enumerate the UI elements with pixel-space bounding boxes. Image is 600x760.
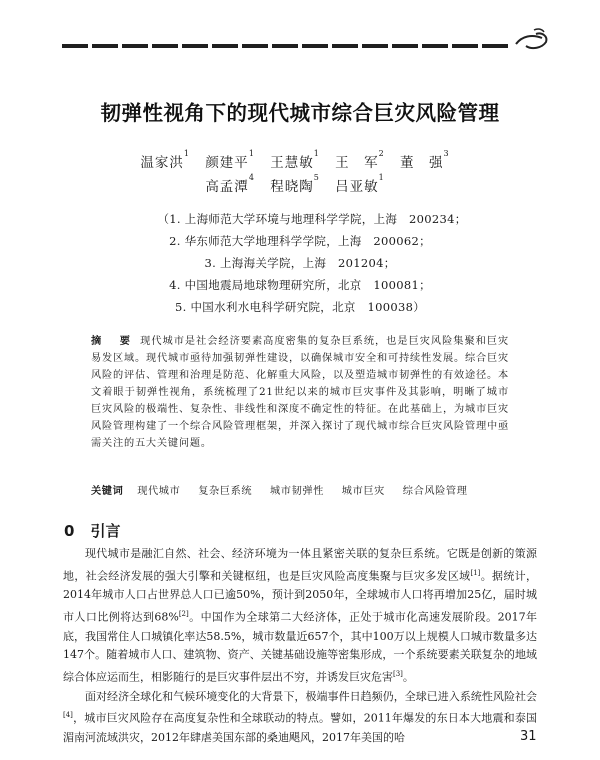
keyword: 复杂巨系统 (198, 486, 253, 497)
author: 王慧敏$^1$ (270, 149, 320, 171)
section-number: 0 (64, 522, 75, 540)
paragraph: 面对经济全球化和气候环境变化的大背景下，极端事件日趋频仍，全球已进入系统性风险社会[4]，城市巨灾风险存在高度复杂性和全球联动的特点。譬如，2011年爆发的东日本大地震和泰国湄南河流域洪灾，2012年肆虐美国东部的桑迪飓风，2017年美国的哈 (63, 689, 537, 744)
section-heading (64, 520, 120, 541)
affiliation: 5. 中国水利水电科学研究院，北京 100038） (174, 300, 426, 314)
section-title: 引言 (90, 522, 121, 540)
citation: [2] (178, 610, 189, 619)
author-line-1 (0, 151, 600, 171)
affiliation: 4. 中国地震局地球物理研究所，北京 100081； (169, 278, 431, 292)
keyword: 现代城市 (137, 486, 181, 497)
keyword: 城市巨灾 (341, 486, 385, 497)
keywords (91, 482, 521, 497)
body-text (63, 545, 537, 748)
author: 温家洪$^1$ (140, 149, 191, 171)
author: 王 军$^2$ (335, 149, 385, 171)
keywords-label: 关键词 (91, 485, 124, 497)
affiliation: （1. 上海师范大学环境与地理科学学院，上海 200234； (157, 212, 467, 226)
author-line-2 (0, 175, 600, 195)
keyword: 城市韧弹性 (270, 486, 324, 497)
author: 董 强$^3$ (399, 149, 450, 171)
citation: [3] (393, 670, 403, 679)
affiliation: 3. 上海海关学院，上海 201204； (204, 256, 396, 270)
citation: [4] (63, 711, 73, 720)
swirl-logo-icon (512, 26, 550, 54)
paper-title: 韧弹性视角下的现代城市综合巨灾风险管理 (100, 101, 500, 125)
page-number: 31 (520, 729, 537, 744)
author: 程晓陶$^5$ (270, 173, 320, 195)
keyword: 综合风险管理 (402, 486, 468, 497)
author: 颜建平$^1$ (205, 149, 255, 171)
abstract (91, 333, 509, 452)
abstract-label: 摘 要 (91, 335, 135, 347)
affiliation: 2. 华东师范大学地理科学学院，上海 200062； (169, 234, 431, 248)
author: 吕亚敏$^1$ (335, 173, 385, 195)
citation: [1] (470, 568, 481, 577)
header-rule (62, 44, 512, 48)
author: 高孟潭$^4$ (205, 173, 255, 195)
abstract-text: 现代城市是社会经济要素高度密集的复杂巨系统，也是巨灾风险集聚和巨灾易发区域。现代城市亟待加强韧弹性建设，以确保城市安全和可持续性发展。综合巨灾风险的评估、管理和治理是防范、化解重大风险，以及塑造城市韧弹性的有效途径。本文着眼于韧弹性视角，系统梳理了21世纪以来的城市巨灾事件及其影响，明晰了城市巨灾风险的极端性、复杂性、非线性和深度不确定性的特征。在此基础上，为城市巨灾风险管理构建了一个综合风险管理框架，并深入探讨了现代城市综合巨灾风险管理中亟需关注的五大关键问题。 (91, 336, 509, 449)
paragraph: 现代城市是融汇自然、社会、经济环境为一体且紧密关联的复杂巨系统。它既是创新的策源地，社会经济发展的强大引擎和关键枢纽，也是巨灾风险高度集聚与巨灾多发区域[1]。据统计，2014年城市人口占世界总人口已逾50%，预计到2050年，全球城市人口将再增加25亿，届时城市人口比例将达到68%[2]。中国作为全球第二大经济体，正处于城市化高速发展阶段。2017年底，我国常住人口城镇化率达58.5%，城市数量近657个，其中100万以上规模人口城市数量多达147个。随着城市人口、建筑物、资产、关键基础设施等密集形成，一个系统要素关联复杂的地域综合体应运而生，相影随行的是巨灾事件层出不穷，并诱发巨灾危害[3]。 (63, 547, 538, 684)
